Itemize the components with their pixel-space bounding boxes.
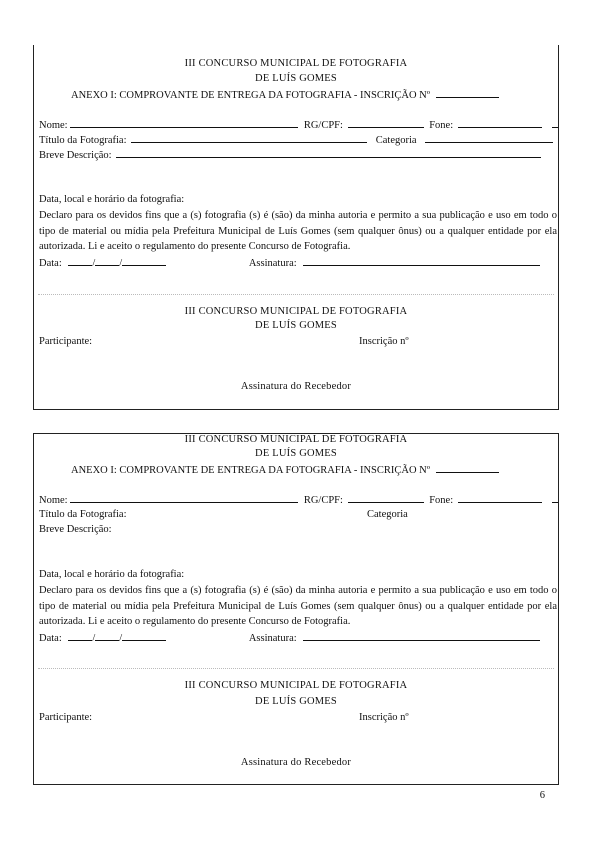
date-year-field[interactable] <box>122 256 166 266</box>
date-month-field[interactable] <box>95 256 119 266</box>
entry-form-1 <box>33 45 559 410</box>
date-day-field[interactable] <box>68 256 92 266</box>
name-row <box>39 493 558 506</box>
category-label: Categoria <box>367 509 408 520</box>
date-signature-row: Data: / / Assinatura: <box>39 256 540 269</box>
slip-title: III CONCURSO MUNICIPAL DE FOTOGRAFIA <box>184 680 408 691</box>
participant-label: Participante: <box>39 712 93 723</box>
signature-label: Assinatura: <box>248 633 297 644</box>
receiver-signature-label: Assinatura do Recebedor <box>240 757 352 768</box>
participant-label: Participante: <box>39 336 93 347</box>
photo-title-label: Título da Fotografia: <box>39 135 127 146</box>
form-subtitle: DE LUÍS GOMES <box>255 448 337 459</box>
phone-field[interactable] <box>458 118 542 128</box>
receiver-signature-label: Assinatura do Recebedor <box>240 381 352 392</box>
date-day-field[interactable] <box>68 631 92 641</box>
name-label: Nome: <box>39 120 68 131</box>
inscription-number-field[interactable] <box>436 88 499 98</box>
title-row <box>39 133 553 146</box>
rg-label: RG/CPF: <box>303 495 343 506</box>
page-number: 6 <box>539 790 545 801</box>
date-label: Data: <box>39 258 62 269</box>
name-label: Nome: <box>39 495 68 506</box>
name-field[interactable] <box>70 493 298 503</box>
date-signature-row: Data: / / Assinatura: <box>39 631 540 644</box>
declaration-text: Declaro para os devidos fins que a (s) fotografia (s) é (são) da minha autoria e permito a sua publicação e uso em todo o tipo de material ou mídia pela Prefeitura Municipal de Luís Gomes (sem qualquer ônus) ou a qualquer entidade por ela autorizada. Li e aceito o regulamento do presente Concurso de Fotografia. <box>39 585 557 627</box>
photo-title-field[interactable] <box>131 133 367 143</box>
form-title: III CONCURSO MUNICIPAL DE FOTOGRAFIA <box>184 434 408 445</box>
form-title: III CONCURSO MUNICIPAL DE FOTOGRAFIA <box>184 58 408 69</box>
rg-field[interactable] <box>348 118 424 128</box>
rg-field[interactable] <box>348 493 424 503</box>
annex-heading <box>71 88 499 101</box>
cut-line <box>38 668 554 669</box>
photo-date-location-label: Data, local e horário da fotografia: <box>39 569 185 580</box>
description-label: Breve Descrição: <box>39 150 112 161</box>
photo-date-location-label: Data, local e horário da fotografia: <box>39 194 185 205</box>
description-row <box>39 148 541 161</box>
registration-number-label: Inscrição nº <box>359 712 409 723</box>
signature-field[interactable] <box>303 256 540 266</box>
phone-field-extra <box>552 118 558 128</box>
rg-label: RG/CPF: <box>303 120 343 131</box>
date-label: Data: <box>39 633 62 644</box>
slip-title: III CONCURSO MUNICIPAL DE FOTOGRAFIA <box>184 306 408 317</box>
annex-heading <box>71 463 499 476</box>
signature-label: Assinatura: <box>248 258 297 269</box>
name-field[interactable] <box>70 118 298 128</box>
description-field[interactable] <box>116 148 541 158</box>
name-row <box>39 118 558 131</box>
form-subtitle: DE LUÍS GOMES <box>255 73 337 84</box>
annex-label: ANEXO I: COMPROVANTE DE ENTREGA DA FOTOGRAFIA - INSCRIÇÃO Nº <box>71 90 431 101</box>
registration-number-label: Inscrição nº <box>359 336 409 347</box>
phone-field[interactable] <box>458 493 542 503</box>
slip-subtitle: DE LUÍS GOMES <box>255 320 337 331</box>
phone-field-extra <box>552 493 558 503</box>
slip-subtitle: DE LUÍS GOMES <box>255 696 337 707</box>
signature-field[interactable] <box>303 631 540 641</box>
annex-label: ANEXO I: COMPROVANTE DE ENTREGA DA FOTOGRAFIA - INSCRIÇÃO Nº <box>71 465 431 476</box>
category-field[interactable] <box>425 133 553 143</box>
inscription-number-field[interactable] <box>436 463 499 473</box>
phone-label: Fone: <box>429 495 454 506</box>
phone-label: Fone: <box>429 120 454 131</box>
cut-line <box>38 294 554 295</box>
description-label: Breve Descrição: <box>39 524 112 535</box>
date-year-field[interactable] <box>122 631 166 641</box>
category-label: Categoria <box>375 135 417 146</box>
photo-title-label: Título da Fotografia: <box>39 509 127 520</box>
date-month-field[interactable] <box>95 631 119 641</box>
entry-form-2 <box>33 433 559 785</box>
declaration-text: Declaro para os devidos fins que a (s) fotografia (s) é (são) da minha autoria e permito a sua publicação e uso em todo o tipo de material ou mídia pela Prefeitura Municipal de Luís Gomes (sem qualquer ônus) ou a qualquer entidade por ela autorizada. Li e aceito o regulamento do presente Concurso de Fotografia. <box>39 210 557 252</box>
